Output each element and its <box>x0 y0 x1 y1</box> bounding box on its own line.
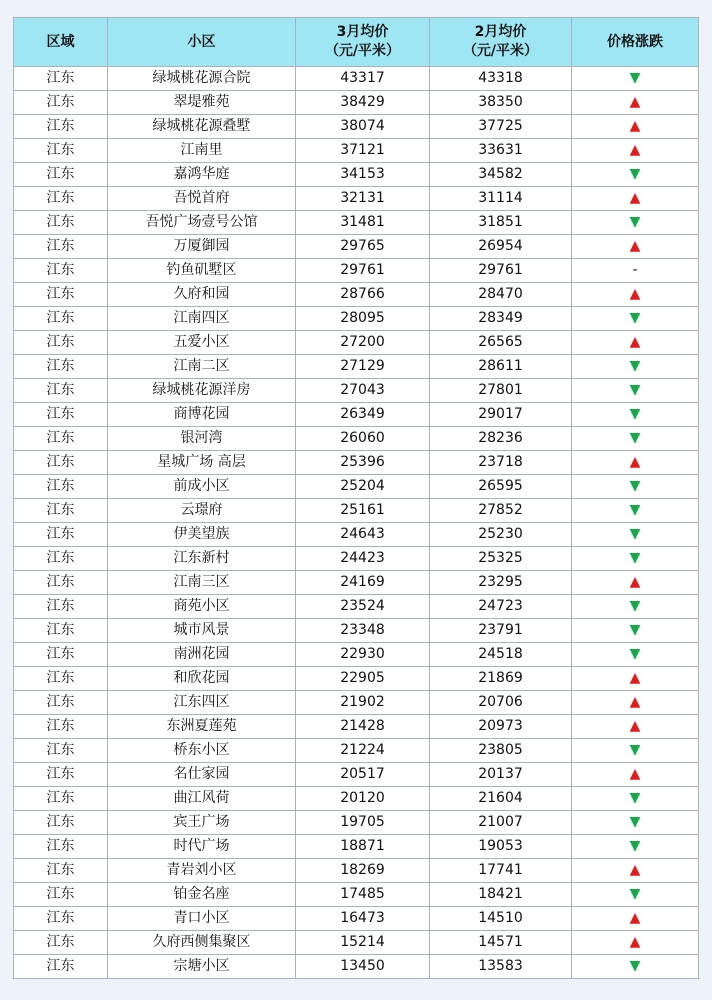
cell-price-change <box>572 451 699 475</box>
down-arrow-icon: ▼ <box>629 886 641 902</box>
cell-community: 江东新村 <box>108 547 296 571</box>
cell-area: 江东 <box>14 259 108 283</box>
cell-feb-price: 23805 <box>430 739 572 763</box>
cell-price-change <box>572 595 699 619</box>
cell-area: 江东 <box>14 355 108 379</box>
table-row <box>14 739 699 763</box>
down-arrow-icon: ▼ <box>629 382 641 398</box>
cell-area: 江东 <box>14 427 108 451</box>
cell-community: 久府西侧集聚区 <box>108 931 296 955</box>
feb-price-unit: （元/平米） <box>462 43 539 59</box>
cell-march-price: 26349 <box>296 403 430 427</box>
cell-community: 吾悦首府 <box>108 187 296 211</box>
cell-feb-price: 38350 <box>430 91 572 115</box>
down-arrow-icon: ▼ <box>629 550 641 566</box>
table-row <box>14 187 699 211</box>
up-arrow-icon: ▲ <box>629 334 641 350</box>
table-row <box>14 403 699 427</box>
table-row <box>14 859 699 883</box>
cell-march-price: 21902 <box>296 691 430 715</box>
cell-community: 城市风景 <box>108 619 296 643</box>
cell-area: 江东 <box>14 619 108 643</box>
cell-price-change <box>572 619 699 643</box>
cell-community: 南洲花园 <box>108 643 296 667</box>
cell-community: 翠堤雅苑 <box>108 91 296 115</box>
cell-march-price: 22930 <box>296 643 430 667</box>
cell-march-price: 23524 <box>296 595 430 619</box>
table-row <box>14 235 699 259</box>
cell-march-price: 29761 <box>296 259 430 283</box>
cell-community: 嘉鸿华庭 <box>108 163 296 187</box>
column-header-community: 小区 <box>108 18 296 67</box>
cell-feb-price: 28236 <box>430 427 572 451</box>
cell-feb-price: 23791 <box>430 619 572 643</box>
table-row <box>14 307 699 331</box>
cell-price-change <box>572 763 699 787</box>
cell-march-price: 21428 <box>296 715 430 739</box>
cell-march-price: 28095 <box>296 307 430 331</box>
cell-march-price: 25161 <box>296 499 430 523</box>
table-row <box>14 355 699 379</box>
cell-area: 江东 <box>14 811 108 835</box>
cell-price-change <box>572 403 699 427</box>
down-arrow-icon: ▼ <box>629 310 641 326</box>
cell-price-change <box>572 67 699 91</box>
cell-area: 江东 <box>14 907 108 931</box>
cell-feb-price: 26954 <box>430 235 572 259</box>
cell-price-change <box>572 835 699 859</box>
cell-feb-price: 21007 <box>430 811 572 835</box>
cell-area: 江东 <box>14 595 108 619</box>
cell-price-change <box>572 187 699 211</box>
cell-area: 江东 <box>14 787 108 811</box>
cell-price-change <box>572 931 699 955</box>
cell-march-price: 23348 <box>296 619 430 643</box>
cell-price-change <box>572 547 699 571</box>
down-arrow-icon: ▼ <box>629 406 641 422</box>
up-arrow-icon: ▲ <box>629 766 641 782</box>
cell-feb-price: 23718 <box>430 451 572 475</box>
cell-march-price: 22905 <box>296 667 430 691</box>
cell-area: 江东 <box>14 691 108 715</box>
cell-march-price: 26060 <box>296 427 430 451</box>
march-price-title: 3月均价 <box>336 24 389 40</box>
up-arrow-icon: ▲ <box>629 862 641 878</box>
cell-feb-price: 21604 <box>430 787 572 811</box>
cell-community: 五爱小区 <box>108 331 296 355</box>
column-header-feb-price <box>430 18 572 67</box>
cell-area: 江东 <box>14 67 108 91</box>
cell-price-change <box>572 571 699 595</box>
table-row <box>14 211 699 235</box>
cell-feb-price: 27801 <box>430 379 572 403</box>
cell-community: 吾悦广场壹号公馆 <box>108 211 296 235</box>
table-row <box>14 763 699 787</box>
down-arrow-icon: ▼ <box>629 814 641 830</box>
cell-community: 江东四区 <box>108 691 296 715</box>
cell-area: 江东 <box>14 451 108 475</box>
cell-feb-price: 33631 <box>430 139 572 163</box>
cell-march-price: 29765 <box>296 235 430 259</box>
table-row <box>14 715 699 739</box>
cell-feb-price: 27852 <box>430 499 572 523</box>
cell-feb-price: 25230 <box>430 523 572 547</box>
cell-feb-price: 18421 <box>430 883 572 907</box>
cell-feb-price: 13583 <box>430 955 572 979</box>
cell-community: 银河湾 <box>108 427 296 451</box>
cell-feb-price: 20706 <box>430 691 572 715</box>
cell-community: 江南三区 <box>108 571 296 595</box>
cell-feb-price: 20137 <box>430 763 572 787</box>
cell-feb-price: 28611 <box>430 355 572 379</box>
cell-feb-price: 23295 <box>430 571 572 595</box>
cell-community: 钓鱼矶墅区 <box>108 259 296 283</box>
cell-march-price: 43317 <box>296 67 430 91</box>
table-row <box>14 883 699 907</box>
down-arrow-icon: ▼ <box>629 838 641 854</box>
cell-march-price: 24169 <box>296 571 430 595</box>
table-row <box>14 451 699 475</box>
table-row <box>14 379 699 403</box>
cell-price-change <box>572 163 699 187</box>
cell-area: 江东 <box>14 763 108 787</box>
cell-march-price: 25204 <box>296 475 430 499</box>
cell-march-price: 38074 <box>296 115 430 139</box>
cell-community: 商苑小区 <box>108 595 296 619</box>
cell-feb-price: 29017 <box>430 403 572 427</box>
table-row <box>14 811 699 835</box>
table-row <box>14 667 699 691</box>
cell-feb-price: 26595 <box>430 475 572 499</box>
cell-feb-price: 14510 <box>430 907 572 931</box>
table-row <box>14 955 699 979</box>
cell-price-change <box>572 787 699 811</box>
cell-price-change <box>572 235 699 259</box>
table-row <box>14 115 699 139</box>
up-arrow-icon: ▲ <box>629 718 641 734</box>
down-arrow-icon: ▼ <box>629 622 641 638</box>
cell-march-price: 27129 <box>296 355 430 379</box>
cell-feb-price: 34582 <box>430 163 572 187</box>
cell-area: 江东 <box>14 499 108 523</box>
cell-feb-price: 17741 <box>430 859 572 883</box>
up-arrow-icon: ▲ <box>629 694 641 710</box>
table-row <box>14 283 699 307</box>
cell-area: 江东 <box>14 931 108 955</box>
down-arrow-icon: ▼ <box>629 214 641 230</box>
table-row <box>14 259 699 283</box>
table-row <box>14 163 699 187</box>
cell-price-change <box>572 907 699 931</box>
cell-area: 江东 <box>14 139 108 163</box>
cell-feb-price: 25325 <box>430 547 572 571</box>
cell-area: 江东 <box>14 235 108 259</box>
table-row <box>14 787 699 811</box>
cell-community: 青口小区 <box>108 907 296 931</box>
cell-area: 江东 <box>14 475 108 499</box>
cell-march-price: 28766 <box>296 283 430 307</box>
cell-march-price: 38429 <box>296 91 430 115</box>
cell-area: 江东 <box>14 739 108 763</box>
cell-march-price: 34153 <box>296 163 430 187</box>
cell-feb-price: 20973 <box>430 715 572 739</box>
cell-area: 江东 <box>14 331 108 355</box>
down-arrow-icon: ▼ <box>629 742 641 758</box>
cell-area: 江东 <box>14 835 108 859</box>
down-arrow-icon: ▼ <box>629 70 641 86</box>
cell-feb-price: 24723 <box>430 595 572 619</box>
cell-price-change <box>572 115 699 139</box>
table-row <box>14 595 699 619</box>
cell-area: 江东 <box>14 403 108 427</box>
cell-march-price: 27200 <box>296 331 430 355</box>
cell-community: 青岩刘小区 <box>108 859 296 883</box>
cell-area: 江东 <box>14 115 108 139</box>
cell-feb-price: 28470 <box>430 283 572 307</box>
cell-area: 江东 <box>14 667 108 691</box>
cell-price-change <box>572 883 699 907</box>
cell-march-price: 18871 <box>296 835 430 859</box>
cell-community: 宾王广场 <box>108 811 296 835</box>
up-arrow-icon: ▲ <box>629 142 641 158</box>
cell-march-price: 24423 <box>296 547 430 571</box>
cell-price-change <box>572 475 699 499</box>
table-row <box>14 331 699 355</box>
cell-community: 绿城桃花源叠墅 <box>108 115 296 139</box>
table-row <box>14 907 699 931</box>
table-row <box>14 523 699 547</box>
cell-price-change <box>572 259 699 283</box>
down-arrow-icon: ▼ <box>629 526 641 542</box>
header-row <box>14 18 699 67</box>
down-arrow-icon: ▼ <box>629 430 641 446</box>
up-arrow-icon: ▲ <box>629 910 641 926</box>
cell-price-change <box>572 955 699 979</box>
cell-area: 江东 <box>14 859 108 883</box>
cell-area: 江东 <box>14 379 108 403</box>
cell-march-price: 18269 <box>296 859 430 883</box>
up-arrow-icon: ▲ <box>629 286 641 302</box>
cell-march-price: 20517 <box>296 763 430 787</box>
cell-feb-price: 19053 <box>430 835 572 859</box>
cell-price-change <box>572 427 699 451</box>
cell-area: 江东 <box>14 955 108 979</box>
cell-feb-price: 14571 <box>430 931 572 955</box>
cell-price-change <box>572 715 699 739</box>
table-header <box>14 18 699 67</box>
cell-area: 江东 <box>14 163 108 187</box>
cell-community: 商博花园 <box>108 403 296 427</box>
table-row <box>14 571 699 595</box>
up-arrow-icon: ▲ <box>629 238 641 254</box>
cell-march-price: 21224 <box>296 739 430 763</box>
cell-price-change <box>572 523 699 547</box>
cell-price-change <box>572 91 699 115</box>
cell-community: 桥东小区 <box>108 739 296 763</box>
up-arrow-icon: ▲ <box>629 934 641 950</box>
table-row <box>14 643 699 667</box>
cell-community: 星城广场 高层 <box>108 451 296 475</box>
cell-price-change <box>572 859 699 883</box>
table-row <box>14 67 699 91</box>
cell-area: 江东 <box>14 307 108 331</box>
cell-price-change <box>572 691 699 715</box>
feb-price-title: 2月均价 <box>474 24 527 40</box>
column-header-price-change: 价格涨跌 <box>572 18 699 67</box>
cell-community: 江南四区 <box>108 307 296 331</box>
cell-community: 江南里 <box>108 139 296 163</box>
table-row <box>14 619 699 643</box>
cell-march-price: 32131 <box>296 187 430 211</box>
cell-price-change <box>572 139 699 163</box>
cell-community: 江南二区 <box>108 355 296 379</box>
cell-community: 万厦御园 <box>108 235 296 259</box>
down-arrow-icon: ▼ <box>629 646 641 662</box>
cell-march-price: 20120 <box>296 787 430 811</box>
cell-price-change <box>572 811 699 835</box>
cell-march-price: 27043 <box>296 379 430 403</box>
cell-area: 江东 <box>14 547 108 571</box>
cell-price-change <box>572 643 699 667</box>
cell-march-price: 37121 <box>296 139 430 163</box>
cell-march-price: 13450 <box>296 955 430 979</box>
down-arrow-icon: ▼ <box>629 358 641 374</box>
cell-community: 铂金名座 <box>108 883 296 907</box>
column-header-march-price <box>296 18 430 67</box>
cell-price-change <box>572 499 699 523</box>
up-arrow-icon: ▲ <box>629 574 641 590</box>
table-row <box>14 427 699 451</box>
cell-feb-price: 29761 <box>430 259 572 283</box>
cell-feb-price: 43318 <box>430 67 572 91</box>
cell-community: 绿城桃花源合院 <box>108 67 296 91</box>
cell-march-price: 16473 <box>296 907 430 931</box>
down-arrow-icon: ▼ <box>629 958 641 974</box>
cell-feb-price: 28349 <box>430 307 572 331</box>
table-row <box>14 835 699 859</box>
cell-area: 江东 <box>14 643 108 667</box>
cell-feb-price: 26565 <box>430 331 572 355</box>
cell-march-price: 17485 <box>296 883 430 907</box>
no-change-icon: - <box>632 262 638 278</box>
cell-feb-price: 31851 <box>430 211 572 235</box>
cell-area: 江东 <box>14 187 108 211</box>
column-header-area: 区域 <box>14 18 108 67</box>
cell-community: 时代广场 <box>108 835 296 859</box>
up-arrow-icon: ▲ <box>629 118 641 134</box>
cell-community: 和欣花园 <box>108 667 296 691</box>
up-arrow-icon: ▲ <box>629 94 641 110</box>
cell-price-change <box>572 667 699 691</box>
cell-area: 江东 <box>14 91 108 115</box>
table-row <box>14 91 699 115</box>
down-arrow-icon: ▼ <box>629 166 641 182</box>
cell-price-change <box>572 331 699 355</box>
down-arrow-icon: ▼ <box>629 502 641 518</box>
cell-price-change <box>572 355 699 379</box>
table-row <box>14 499 699 523</box>
table-row <box>14 691 699 715</box>
cell-feb-price: 31114 <box>430 187 572 211</box>
cell-area: 江东 <box>14 571 108 595</box>
table-row <box>14 475 699 499</box>
cell-area: 江东 <box>14 715 108 739</box>
down-arrow-icon: ▼ <box>629 598 641 614</box>
cell-community: 名仕家园 <box>108 763 296 787</box>
table-row <box>14 931 699 955</box>
cell-community: 前成小区 <box>108 475 296 499</box>
up-arrow-icon: ▲ <box>629 670 641 686</box>
cell-march-price: 25396 <box>296 451 430 475</box>
cell-community: 绿城桃花源洋房 <box>108 379 296 403</box>
table-row <box>14 139 699 163</box>
cell-community: 云璟府 <box>108 499 296 523</box>
march-price-unit: （元/平米） <box>324 43 401 59</box>
cell-price-change <box>572 739 699 763</box>
up-arrow-icon: ▲ <box>629 190 641 206</box>
cell-community: 曲江风荷 <box>108 787 296 811</box>
cell-march-price: 15214 <box>296 931 430 955</box>
cell-area: 江东 <box>14 283 108 307</box>
cell-price-change <box>572 307 699 331</box>
up-arrow-icon: ▲ <box>629 454 641 470</box>
down-arrow-icon: ▼ <box>629 478 641 494</box>
cell-feb-price: 24518 <box>430 643 572 667</box>
cell-price-change <box>572 211 699 235</box>
cell-price-change <box>572 379 699 403</box>
cell-march-price: 31481 <box>296 211 430 235</box>
cell-community: 东洲夏莲苑 <box>108 715 296 739</box>
cell-community: 久府和园 <box>108 283 296 307</box>
cell-march-price: 19705 <box>296 811 430 835</box>
cell-feb-price: 37725 <box>430 115 572 139</box>
cell-community: 宗塘小区 <box>108 955 296 979</box>
cell-feb-price: 21869 <box>430 667 572 691</box>
cell-area: 江东 <box>14 523 108 547</box>
down-arrow-icon: ▼ <box>629 790 641 806</box>
cell-price-change <box>572 283 699 307</box>
cell-march-price: 24643 <box>296 523 430 547</box>
table-body <box>14 67 699 979</box>
cell-area: 江东 <box>14 211 108 235</box>
cell-community: 伊美望族 <box>108 523 296 547</box>
cell-area: 江东 <box>14 883 108 907</box>
housing-price-table <box>13 17 699 979</box>
table-row <box>14 547 699 571</box>
